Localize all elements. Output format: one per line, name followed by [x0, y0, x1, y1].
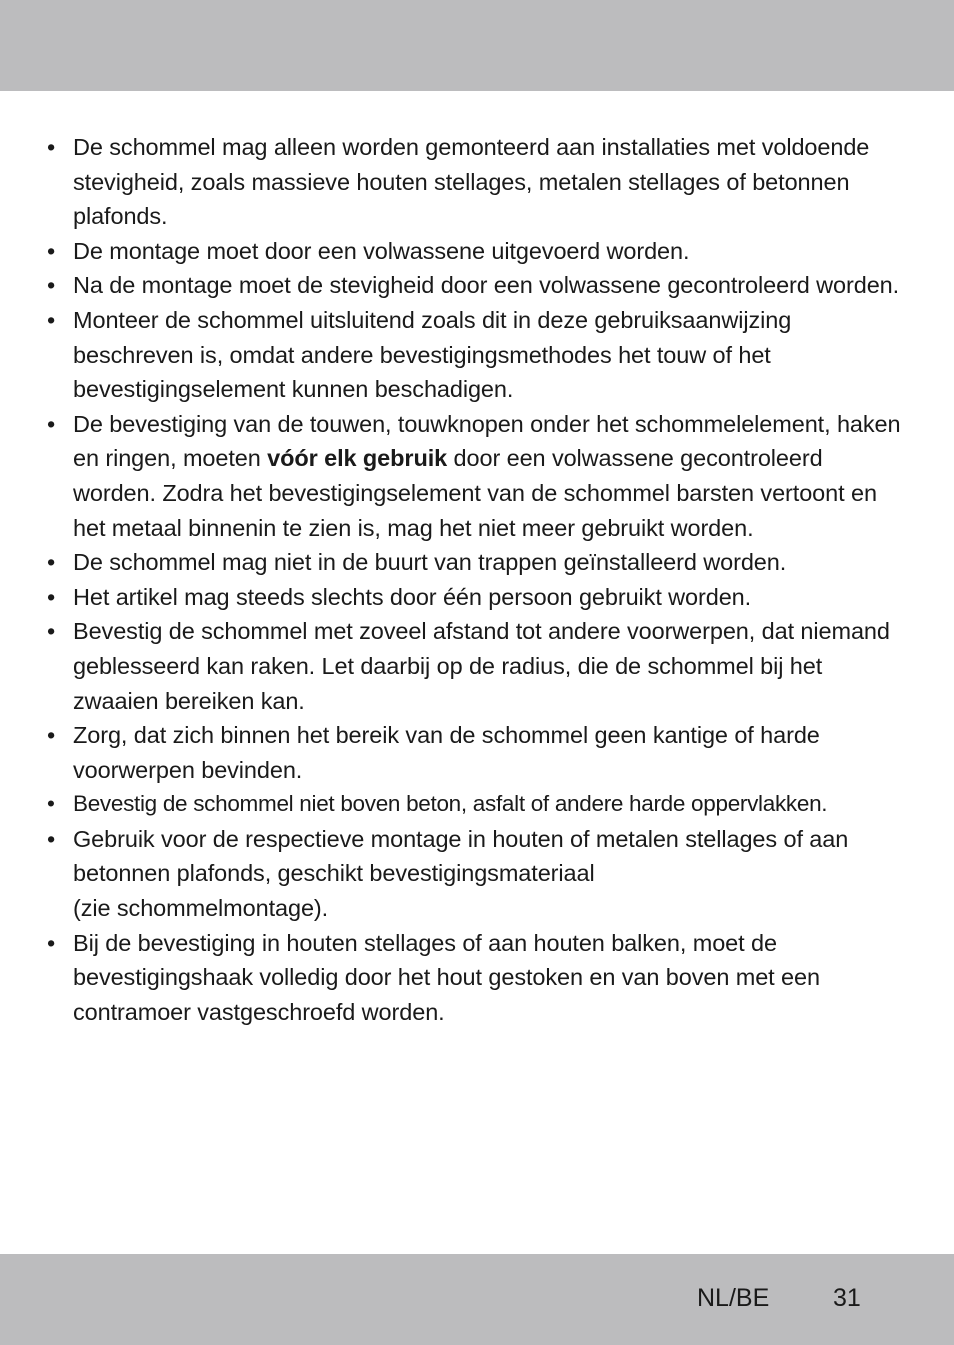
- page-number: 31: [833, 1284, 861, 1312]
- safety-instructions-list: [44, 130, 906, 1029]
- list-item-text-line1: Gebruik voor de respectieve montage in houten of metalen stellages of aan betonnen plafonds, geschikt bevestigingsmateriaal: [73, 825, 849, 887]
- bullet-icon: •: [47, 549, 56, 576]
- list-item: [44, 926, 906, 1030]
- list-item: [44, 580, 906, 615]
- list-item-text: De montage moet door een volwassene uitgevoerd worden.: [73, 237, 690, 264]
- footer-language-code: NL/BE: [697, 1284, 770, 1312]
- list-item: [44, 545, 906, 580]
- bullet-icon: •: [47, 791, 55, 817]
- list-item-text-before: De bevestiging van de touwen, touwknopen onder het schommelelement, haken en ringen, moeten: [73, 410, 901, 472]
- list-item: [44, 822, 906, 926]
- list-item-text: De schommel mag niet in de buurt van trappen geïnstalleerd worden.: [73, 549, 787, 576]
- list-item-text: De schommel mag alleen worden gemonteerd aan installaties met voldoende stevigheid, zoals massieve houten stellages, metalen stellages of betonnen plafonds.: [73, 134, 870, 230]
- list-item: [44, 407, 906, 545]
- list-item-text: Zorg, dat zich binnen het bereik van de schommel geen kantige of harde voorwerpen bevinden.: [73, 722, 820, 783]
- bullet-icon: •: [47, 618, 56, 645]
- list-item-text: Monteer de schommel uitsluitend zoals dit in deze gebruiksaanwijzing beschreven is, omdat andere bevestigingsmethodes het touw of het bevestigingselement kunnen beschadigen.: [73, 306, 792, 403]
- list-item: [44, 268, 906, 303]
- header-band: [0, 0, 954, 91]
- bullet-icon: •: [47, 583, 56, 610]
- list-item: [44, 718, 906, 787]
- list-item-text: Bij de bevestiging in houten stellages of aan houten balken, moet de bevestigingshaak volledig door het hout gestoken en van boven met een contramoer vastgeschroefd worden.: [73, 929, 820, 1025]
- bullet-icon: •: [47, 410, 56, 437]
- bullet-icon: •: [47, 237, 56, 264]
- bullet-icon: •: [47, 722, 56, 749]
- bullet-icon: •: [47, 306, 56, 333]
- bullet-icon: •: [47, 134, 56, 160]
- bullet-icon: •: [47, 272, 56, 299]
- footer-band: [0, 1254, 954, 1345]
- list-item: [44, 303, 906, 407]
- list-item-text: Bevestig de schommel niet boven beton, asfalt of andere harde oppervlakken.: [73, 791, 828, 817]
- list-item-text-after: door een volwassene gecontroleerd worden. Zodra het bevestigingselement van de schommel barsten vertoont en het metaal binnenin te zien is, mag het niet meer gebruikt worden.: [73, 445, 877, 541]
- list-item-text-line2: (zie schommelmontage).: [73, 895, 329, 922]
- list-item: [44, 614, 906, 718]
- list-item-text: Na de montage moet de stevigheid door een volwassene gecontroleerd worden.: [73, 272, 900, 299]
- bullet-icon: •: [47, 825, 56, 852]
- list-item-text: Het artikel mag steeds slechts door één persoon gebruikt worden.: [73, 583, 752, 610]
- list-item: [44, 130, 906, 234]
- list-item-text: Bevestig de schommel met zoveel afstand tot andere voorwerpen, dat niemand geblesseerd kan raken. Let daarbij op de radius, die de schommel bij het zwaaien bereiken kan.: [73, 618, 890, 714]
- emphasis-before-each-use: vóór elk gebruik: [267, 445, 448, 472]
- list-item: [44, 787, 906, 822]
- list-item: [44, 234, 906, 269]
- bullet-icon: •: [47, 929, 56, 956]
